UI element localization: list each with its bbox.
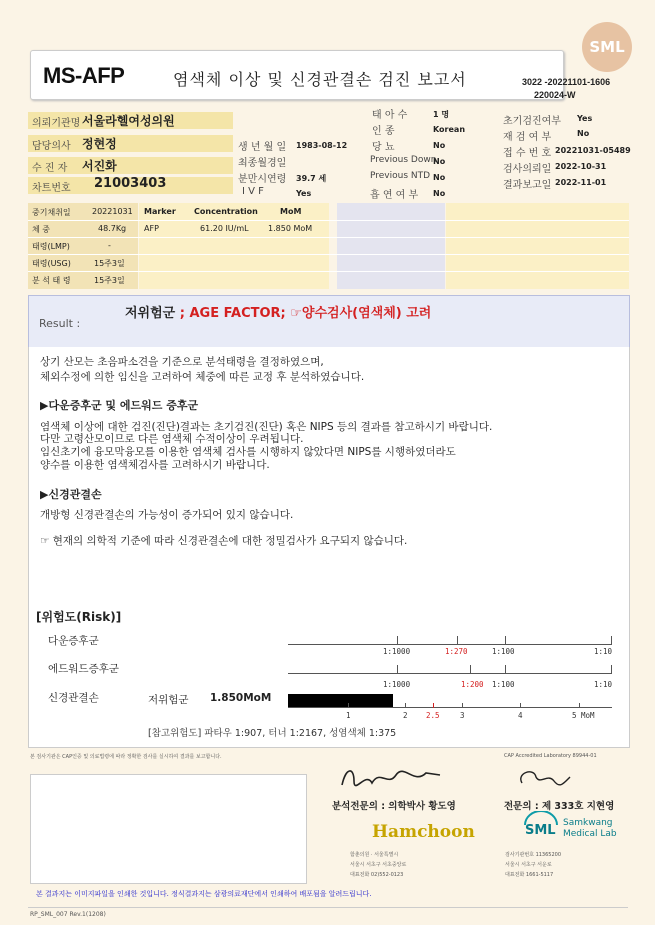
doctor-value: 정현정 <box>82 137 117 151</box>
comment-box <box>30 774 307 884</box>
ivf-label: I V F <box>242 186 264 197</box>
lab-row-value: 48.7Kg <box>98 224 127 233</box>
scale-tick-label: 1:10 <box>594 680 613 689</box>
reference-risk: [참고위험도] 파타우 1:907, 터너 1:2167, 성염색체 1:375 <box>148 728 397 739</box>
smoking-label: 흡 연 여 부 <box>370 190 419 201</box>
scale-tick <box>433 703 434 708</box>
scale-tick-label: 2 <box>403 711 408 720</box>
request-date: 2022-10-31 <box>555 162 607 171</box>
sml-lab-name-2: Medical Lab <box>563 829 617 839</box>
row-divider <box>28 220 629 221</box>
down-risk-scale <box>288 644 612 645</box>
initial-label: 초기검진여부 <box>503 116 561 127</box>
delivery-age-value: 39.7 세 <box>296 174 327 183</box>
content-text: 양수를 이용한 염색체검사를 고려하시기 바랍니다. <box>40 459 270 471</box>
lab-row-value: 15주3일 <box>94 259 125 268</box>
ntd-cutoff-label: 2.5 <box>426 711 440 720</box>
result-headline <box>125 302 431 321</box>
content-text: 상기 산모는 초음파소견을 기준으로 분석태령을 결정하였으며, <box>40 356 324 368</box>
concentration-header: Concentration <box>194 207 258 216</box>
content-text: 임신초기에 융모막융모를 이용한 염색체 검사를 시행하지 않았다면 NIPS를 시행하였더라도 <box>40 446 456 458</box>
scale-tick <box>505 665 506 673</box>
lab-row-label: 중기채취일 <box>32 208 71 217</box>
fetus-label: 태 아 수 <box>372 110 408 121</box>
scale-tick <box>611 665 612 673</box>
cap-accreditation: CAP Accredited Laboratory 89944-01 <box>504 753 597 759</box>
form-code: RP_SML_007 Rev.1(1208) <box>30 911 106 918</box>
chart-label: 차트번호 <box>32 183 71 194</box>
section-heading-ntd: ▶신경관결손 <box>40 488 102 501</box>
receipt-label: 접 수 번 호 <box>503 148 552 159</box>
lab-row-label: 분 석 태 령 <box>32 276 71 285</box>
scale-tick <box>505 636 506 644</box>
empty-panel-2 <box>446 203 629 289</box>
receipt-value: 20221031-05489 <box>555 146 631 155</box>
cap-disclaimer: 본 검사기관은 CAP인증 및 의료법령에 따라 정확한 검사를 실시하여 결과를 보고합니다. <box>30 754 222 760</box>
scale-tick-label: 1:100 <box>492 680 515 689</box>
examinee-value: 서진화 <box>82 159 117 173</box>
edwards-risk-value: 1:200 <box>461 680 484 689</box>
lab-row-label: 체 중 <box>32 225 50 234</box>
hamchoon-address: 함춘의원 · 서울특별시 <box>350 852 399 858</box>
scale-tick-label: 1:10 <box>594 647 613 656</box>
row-divider <box>28 254 629 255</box>
birth-value: 1983-08-12 <box>296 141 348 150</box>
result-recommendation: ☞양수검사(염색체) 고려 <box>290 306 432 321</box>
down-risk-value: 1:270 <box>445 647 468 656</box>
lab-row-label: 태령(LMP) <box>32 242 70 251</box>
lab-row-label: 태령(USG) <box>32 259 71 268</box>
lab-row-value: - <box>108 241 111 250</box>
footer-divider <box>28 907 628 908</box>
scale-tick <box>397 636 398 644</box>
content-text: 염색체 이상에 대한 검진(진단)결과는 초기검진(진단) 혹은 NIPS 등의 결과를 참고하시기 바랍니다. <box>40 421 493 433</box>
sml-address: 서울시 서초구 서운로 <box>505 862 552 868</box>
result-risk: 저위험군 <box>125 306 180 321</box>
hamchoon-phone: 대표전화 02)552-0123 <box>350 872 404 878</box>
last-period-label: 최종월경일 <box>238 158 287 169</box>
marker-name: AFP <box>144 224 159 233</box>
ntd-label: 신경관결손 <box>48 692 99 704</box>
hamchoon-logo: Hamchoon <box>372 822 475 842</box>
chart-number: 21003403 <box>94 176 167 191</box>
sml-registration: 검사기관번호 11365200 <box>505 852 562 858</box>
ntd-mom-bar <box>288 694 393 707</box>
edwards-risk-scale <box>288 673 612 674</box>
doctor-label: 담당의사 <box>32 141 71 152</box>
diabetes-label: 당 뇨 <box>372 142 395 153</box>
scale-tick <box>462 703 463 708</box>
fetus-value: 1 명 <box>433 110 450 119</box>
print-notice: 본 결과지는 이미지파일을 인쇄한 것입니다. 정식결과지는 삼광의료재단에서 인쇄하여 배포됨을 알려드립니다. <box>36 890 372 898</box>
scale-tick <box>520 703 521 708</box>
scale-tick-label: 1:100 <box>492 647 515 656</box>
row-divider <box>28 237 629 238</box>
result-box <box>28 295 630 349</box>
examinee-label: 수 진 자 <box>32 163 68 174</box>
sml-logo: SML <box>582 22 632 72</box>
scale-tick-label: 1:1000 <box>383 647 411 656</box>
race-value: Korean <box>433 125 466 134</box>
report-label: 결과보고일 <box>503 180 552 191</box>
retest-value: No <box>577 129 590 138</box>
analyst-title: 분석전문의 : 의학박사 황도영 <box>332 801 456 812</box>
retest-label: 재 검 여 부 <box>503 132 552 143</box>
row-divider <box>28 271 629 272</box>
specialist-title: 전문의 : 제 333호 지현영 <box>504 801 615 812</box>
risk-title: [위험도(Risk)] <box>36 610 122 624</box>
ntd-status: 저위험군 <box>148 694 189 706</box>
prev-down-value: No <box>433 157 446 166</box>
scale-tick <box>348 703 349 708</box>
ntd-mom-scale <box>288 707 612 708</box>
diabetes-value: No <box>433 141 446 150</box>
lab-row-value: 20221031 <box>92 207 133 216</box>
marker-concentration: 61.20 IU/mL <box>200 224 249 233</box>
scale-tick-label: 5 MoM <box>572 711 595 720</box>
ivf-value: Yes <box>296 189 312 198</box>
race-label: 인 종 <box>372 126 395 137</box>
sml-phone: 대표전화 1661-5117 <box>505 872 554 878</box>
sml-lab-name-1: Samkwang <box>563 818 613 828</box>
sml-lab-logo: SML <box>525 823 556 838</box>
scale-tick-label: 1 <box>346 711 351 720</box>
scale-tick <box>579 703 580 708</box>
result-label: Result : <box>39 317 81 330</box>
smoking-value: No <box>433 189 446 198</box>
hamchoon-address: 서울시 서초구 서초중앙로 <box>350 862 407 868</box>
title-box <box>30 50 564 100</box>
scale-tick <box>470 665 471 673</box>
scale-tick <box>611 636 612 644</box>
request-label: 검사의뢰일 <box>503 164 552 175</box>
content-text: 개방형 신경관결손의 가능성이 증가되어 있지 않습니다. <box>40 509 294 521</box>
marker-mom: 1.850 MoM <box>268 224 313 233</box>
report-title: 염색체 이상 및 신경관결손 검진 보고서 <box>173 70 467 89</box>
report-number-2: 220024-W <box>534 90 576 100</box>
result-factor: ; AGE FACTOR; <box>179 306 291 321</box>
section-heading-down-edwards: ▶다운증후군 및 에드워드 증후군 <box>40 399 199 412</box>
lab-row-value: 15주3일 <box>94 276 125 285</box>
delivery-age-label: 분만시연령 <box>238 174 287 185</box>
marker-header: Marker <box>144 207 176 216</box>
down-syndrome-label: 다운증후군 <box>48 635 99 647</box>
scale-tick <box>457 636 458 644</box>
report-code-title: MS-AFP <box>43 63 125 88</box>
content-text: 체외수정에 의한 임신을 고려하여 체중에 따른 교정 후 분석하였습니다. <box>40 371 365 383</box>
scale-tick <box>397 665 398 673</box>
scale-tick-label: 3 <box>460 711 465 720</box>
specialist-signature <box>514 765 574 793</box>
report-number-1: 3022 -20221101-1606 <box>522 77 611 87</box>
mom-header: MoM <box>280 207 302 216</box>
analyst-signature <box>336 763 446 793</box>
prev-ntd-value: No <box>433 173 446 182</box>
prev-ntd-label: Previous NTD <box>370 171 431 181</box>
scale-tick <box>405 703 406 708</box>
report-date: 2022-11-01 <box>555 178 607 187</box>
scale-tick-label: 4 <box>518 711 523 720</box>
prev-down-label: Previous Down <box>370 155 437 165</box>
edwards-syndrome-label: 에드워드증후군 <box>48 663 120 675</box>
content-text: ☞ 현재의 의학적 기준에 따라 신경관결손에 대한 정밀검사가 요구되지 않습니다. <box>40 535 408 547</box>
empty-panel-1 <box>337 203 445 289</box>
institution-label: 의뢰기관명 <box>32 118 81 129</box>
institution-value: 서울라헬여성의원 <box>82 114 175 128</box>
content-text: 다만 고령산모이므로 다른 염색체 수적이상이 우려됩니다. <box>40 433 304 445</box>
initial-value: Yes <box>577 114 593 123</box>
ntd-mom: 1.850MoM <box>210 692 272 704</box>
birth-label: 생 년 월 일 <box>238 142 287 153</box>
scale-tick-label: 1:1000 <box>383 680 411 689</box>
